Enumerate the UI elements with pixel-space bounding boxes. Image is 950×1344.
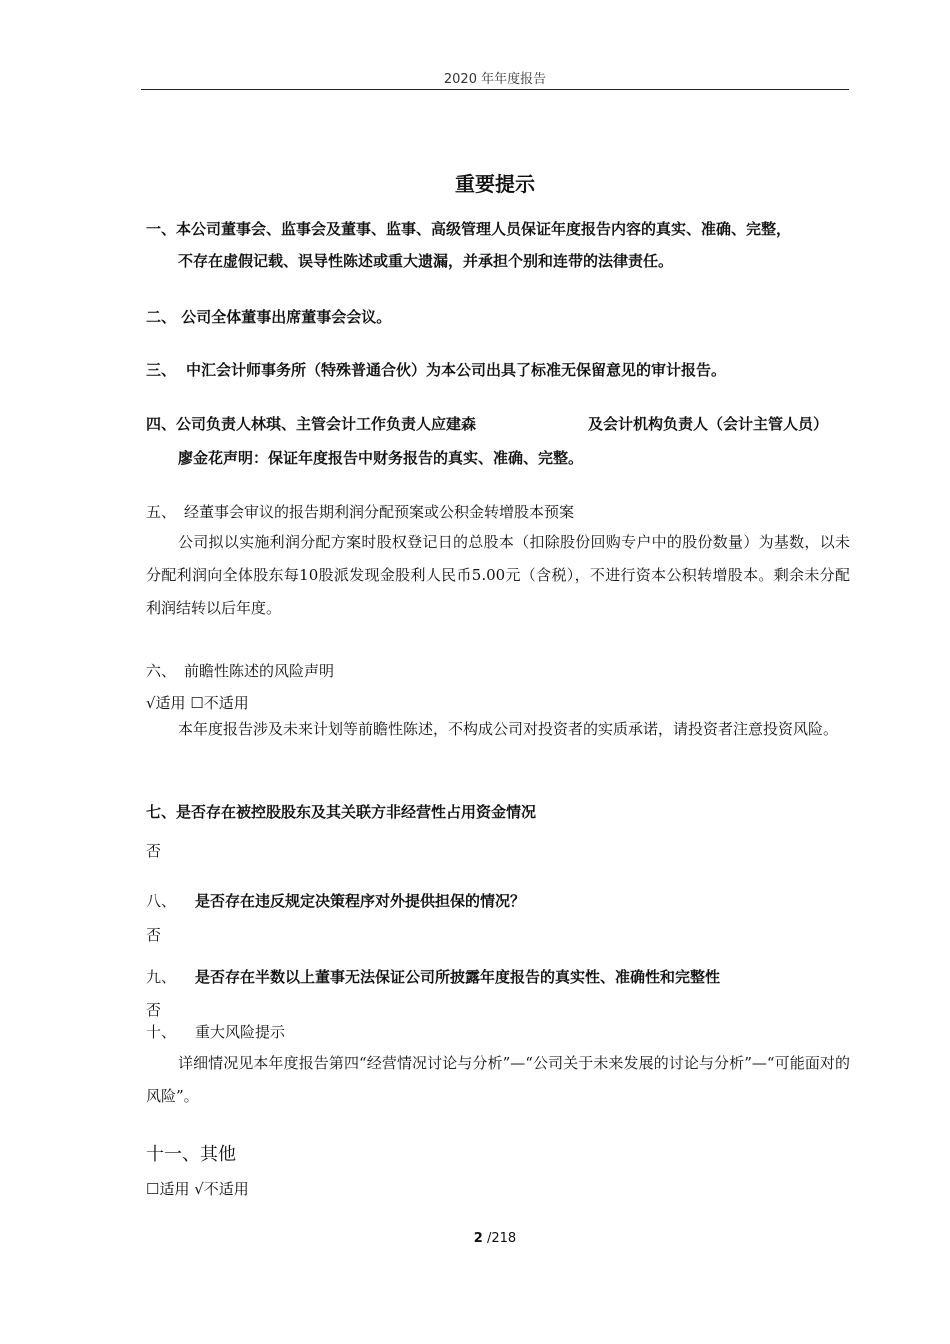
section-4-line-2: 廖金花声明：保证年度报告中财务报告的真实、准确、完整。 [178, 449, 584, 467]
section-5-number: 五、 [146, 503, 177, 521]
page-number: 2 [473, 1231, 483, 1246]
page-footer [0, 1231, 950, 1246]
section-4-line-1a: 四、公司负责人林琪、主管会计工作负责人应建森 [146, 415, 477, 433]
section-9-answer: 否 [146, 1001, 162, 1019]
section-8-heading: 是否存在违反规定决策程序对外提供担保的情况？ [195, 892, 526, 910]
section-7-heading: 七、是否存在被控股股东及其关联方非经营性占用资金情况 [146, 803, 537, 821]
page-header: 2020 年年度报告 [443, 72, 547, 87]
section-11-heading: 十一、其他 [146, 1144, 236, 1165]
section-10-heading: 重大风险提示 [195, 1023, 286, 1041]
section-2: 二、 公司全体董事出席董事会会议。 [146, 308, 392, 326]
section-11-applicable-checkbox: ☐适用 √不适用 [146, 1180, 249, 1198]
section-5-heading: 经董事会审议的报告期利润分配预案或公积金转增股本预案 [184, 503, 575, 521]
section-6-heading: 前瞻性陈述的风险声明 [184, 662, 335, 680]
section-10-body: 详细情况见本年度报告第四“经营情况讨论与分析”—“公司关于未来发展的讨论与分析”—“可能面对的风险”。 [146, 1054, 850, 1105]
page-total: /218 [486, 1231, 517, 1246]
section-4-line-1b: 及会计机构负责人（会计主管人员） [588, 415, 829, 433]
section-7-answer: 否 [146, 842, 162, 860]
section-3-text: 中汇会计师事务所（特殊普通合伙）为本公司出具了标准无保留意见的审计报告。 [186, 361, 727, 379]
section-8-answer: 否 [146, 926, 162, 944]
section-1-line-2: 不存在虚假记载、误导性陈述或重大遗漏，并承担个别和连带的法律责任。 [178, 252, 674, 270]
section-9-number: 九、 [146, 968, 177, 986]
section-5-body: 公司拟以实施利润分配方案时股权登记日的总股本（扣除股份回购专户中的股份数量）为基数，以未分配利润向全体股东每10股派发现金股利人民币5.00元（含税），不进行资本公积转增股本。剩余未分配利润结转以后年度。 [146, 533, 850, 617]
section-6-applicable-checkbox: √适用 ☐不适用 [146, 694, 249, 712]
section-3-number: 三、 [146, 361, 177, 379]
section-8-number: 八、 [146, 892, 177, 910]
header-divider [141, 89, 849, 90]
section-6-body: 本年度报告涉及未来计划等前瞻性陈述，不构成公司对投资者的实质承诺，请投资者注意投资风险。 [178, 720, 839, 738]
section-6-number: 六、 [146, 662, 177, 680]
section-9-heading: 是否存在半数以上董事无法保证公司所披露年度报告的真实性、准确性和完整性 [195, 968, 721, 986]
section-10-number: 十、 [146, 1023, 177, 1041]
section-1-line-1: 一、本公司董事会、监事会及董事、监事、高级管理人员保证年度报告内容的真实、准确、完整， [146, 220, 792, 238]
page-title: 重要提示 [455, 172, 535, 196]
